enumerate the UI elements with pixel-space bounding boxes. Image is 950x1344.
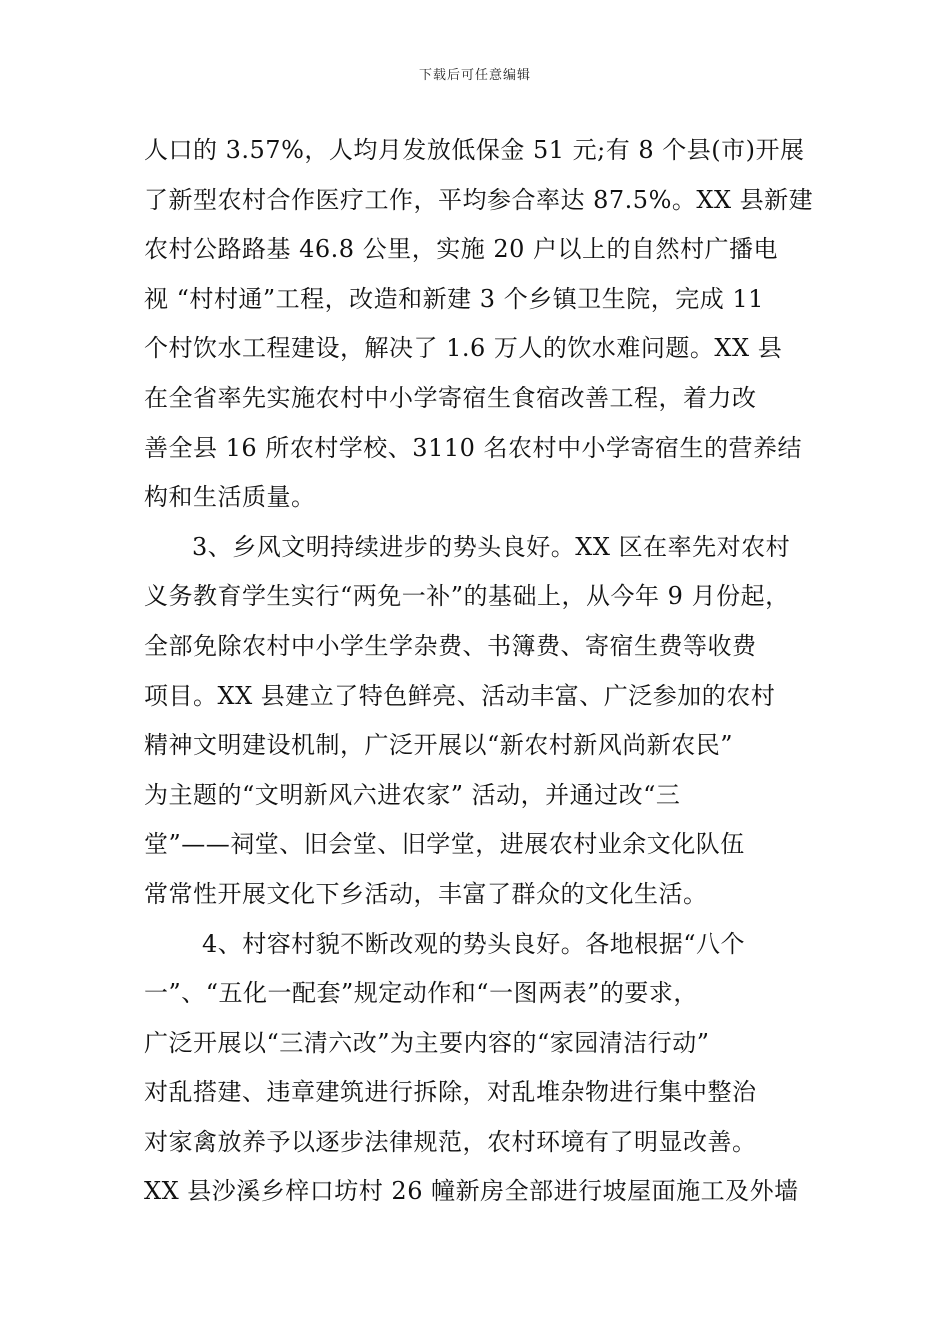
text-line: 构和生活质量。: [144, 483, 316, 512]
text-line: 农村公路路基 46.8 公里，实施 20 户以上的自然村广播电: [144, 235, 778, 264]
paragraph-start-line: 4、村容村貌不断改观的势头良好。各地根据“八个: [202, 929, 746, 958]
text-line: 精神文明建设机制，广泛开展以“新农村新风尚新农民”: [144, 731, 734, 760]
paragraph-start-line: 3、乡风文明持续进步的势头良好。XX 区在率先对农村: [192, 532, 791, 561]
text-line: XX 县沙溪乡梓口坊村 26 幢新房全部进行坡屋面施工及外墙: [144, 1177, 799, 1206]
text-line: 为主题的“文明新风六进农家” 活动，并通过改“三: [144, 780, 681, 809]
text-line: 常常性开展文化下乡活动，丰富了群众的文化生活。: [144, 879, 708, 908]
text-line: 视 “村村通”工程，改造和新建 3 个乡镇卫生院，完成 11: [144, 284, 764, 313]
text-line: 一”、“五化一配套”规定动作和“一图两表”的要求，: [144, 979, 698, 1008]
text-line: 义务教育学生实行“两免一补”的基础上，从今年 9 月份起，: [144, 582, 790, 611]
text-line: 在全省率先实施农村中小学寄宿生食宿改善工程，着力改: [144, 383, 757, 412]
text-line: 堂”——祠堂、旧会堂、旧学堂，进展农村业余文化队伍: [144, 830, 745, 859]
text-line: 对家禽放养予以逐步法律规范，农村环境有了明显改善。: [144, 1127, 757, 1156]
text-line: 项目。XX 县建立了特色鲜亮、活动丰富、广泛参加的农村: [144, 681, 776, 710]
text-line: 广泛开展以“三清六改”为主要内容的“家园清洁行动”: [144, 1028, 710, 1057]
text-line: 对乱搭建、违章建筑进行拆除，对乱堆杂物进行集中整治: [144, 1078, 757, 1107]
text-line: 个村饮水工程建设，解决了 1.6 万人的饮水难问题。XX 县: [144, 334, 783, 363]
text-line: 善全县 16 所农村学校、3110 名农村中小学寄宿生的营养结: [144, 433, 803, 462]
text-line: 了新型农村合作医疗工作，平均参合率达 87.5%。XX 县新建: [144, 185, 814, 214]
page-header: 下载后可任意编辑: [418, 68, 531, 83]
document-body: [144, 126, 824, 1217]
text-line: 全部免除农村中小学生学杂费、书簿费、寄宿生费等收费: [144, 631, 757, 660]
text-line: 人口的 3.57%，人均月发放低保金 51 元;有 8 个县(市)开展: [144, 136, 805, 164]
